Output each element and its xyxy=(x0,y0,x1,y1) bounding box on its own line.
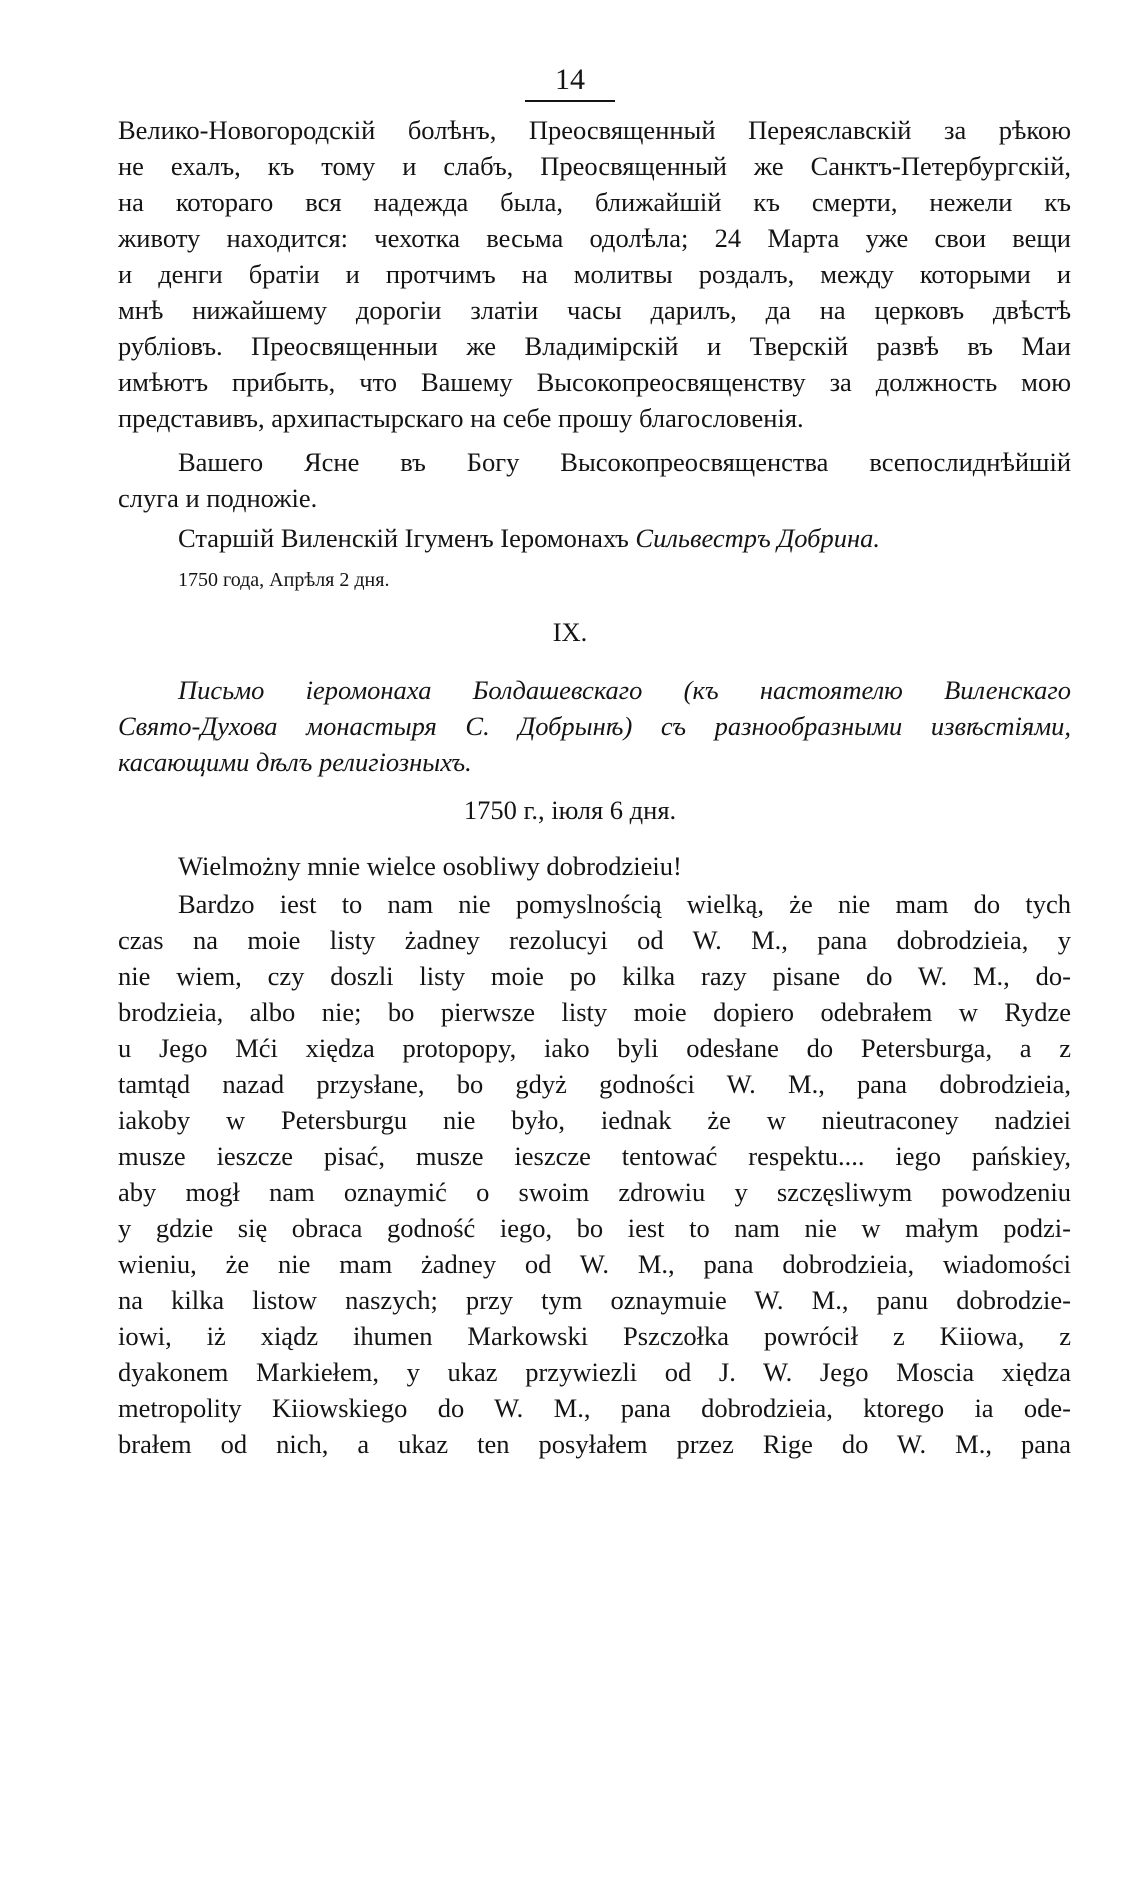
letter-one-line: имѣютъ прибыть, что Вашему Высокопреосвященству за должность мою xyxy=(118,367,1071,397)
letter-two-line: aby mogł nam oznaymić o swoim zdrowiu y szczęsliwym powodzeniu xyxy=(118,1177,1071,1207)
signature-title: Старшій Виленскій Ігуменъ Іеромонахъ xyxy=(178,523,629,553)
section-title-line: Письмо іеромонаха Болдашевскаго (къ настоятелю Виленскаго xyxy=(178,675,1071,705)
closing-line: слуга и подножіе. xyxy=(118,483,318,513)
letter-one-line: на котораго вся надежда была, ближайшій къ смерти, нежели къ xyxy=(118,187,1071,217)
section-number: IX. xyxy=(552,617,588,647)
letter-two-line: na kilka listow naszych; przy tym oznaymuie W. M., panu dobrodzie- xyxy=(118,1285,1071,1315)
letter-two-line: metropolity Kiiowskiego do W. M., pana dobrodzieia, ktorego ia ode- xyxy=(118,1393,1071,1423)
letter-one-line: представивъ, архипастырскаго на себе прошу благословенія. xyxy=(118,403,804,433)
signature xyxy=(178,518,1071,558)
letter-one-line: не ехалъ, къ тому и слабъ, Преосвященный же Санктъ-Петербургскій, xyxy=(118,151,1071,181)
letter-two-line: czas na moie listy żadney rezolucyi od W. M., pana dobrodzieia, y xyxy=(118,925,1071,955)
section-title-line: Свято-Духова монастыря С. Добрынѣ) съ разнообразными извѣстіями, xyxy=(118,711,1071,741)
letter-one-date: 1750 года, Апрѣля 2 дня. xyxy=(178,569,390,591)
letter-two-line: y gdzie się obraca godność iego, bo iest to nam nie w małym podzi- xyxy=(118,1213,1071,1243)
letter-two-line: nie wiem, czy doszli listy moie po kilka razy pisane do W. M., do- xyxy=(118,961,1071,991)
section-title-line: касающими дѣлъ религіозныхъ. xyxy=(118,747,472,777)
salutation: Wielmożny mnie wielce osobliwy dobrodzieiu! xyxy=(178,851,682,881)
letter-two-line: wieniu, że nie mam żadney od W. M., pana dobrodzieia, wiadomości xyxy=(118,1249,1071,1279)
letter-one-line: и денги братіи и протчимъ на молитвы роздалъ, между которыми и xyxy=(118,259,1071,289)
page-number-text: 14 xyxy=(525,62,615,102)
letter-two-line: u Jego Mći xiędza protopopy, iako byli odesłane do Petersburga, a z xyxy=(118,1033,1071,1063)
letter-two-line: Bardzo iest to nam nie pomyslnością wielką, że nie mam do tych xyxy=(178,889,1071,919)
letter-two-line: tamtąd nazad przysłane, bo gdyż godności W. M., pana dobrodzieia, xyxy=(118,1069,1071,1099)
section-date: 1750 г., іюля 6 дня. xyxy=(463,795,677,825)
page-number xyxy=(0,62,1140,102)
letter-two-line: musze ieszcze pisać, musze ieszcze tentować respektu.... iego pańskiey, xyxy=(118,1141,1071,1171)
letter-one-line: мнѣ нижайшему дорогіи златіи часы дарилъ, да на церковъ двѣстѣ xyxy=(118,295,1071,325)
letter-one-line: животу находится: чехотка весьма одолѣла; 24 Марта уже свои вещи xyxy=(118,223,1071,253)
letter-two-line: dyakonem Markiełem, y ukaz przywiezli od J. W. Jego Moscia xiędza xyxy=(118,1357,1071,1387)
closing-line: Вашего Ясне въ Богу Высокопреосвященства всепослиднѣйшій xyxy=(178,447,1071,477)
letter-two-line: brałem od nich, a ukaz ten posyłałem przez Rige do W. M., pana xyxy=(118,1429,1071,1459)
letter-one-line: рублiовъ. Преосвященныи же Владимірскій и Тверскій развѣ въ Маи xyxy=(118,331,1071,361)
letter-two-line: brodzieia, albo nie; bo pierwsze listy moie dopiero odebrałem w Rydze xyxy=(118,997,1071,1027)
letter-two-line: iakoby w Petersburgu nie było, iednak że w nieutraconey nadziei xyxy=(118,1105,1071,1135)
letter-two-line: iowi, iż xiądz ihumen Markowski Pszczołka powrócił z Kiiowa, z xyxy=(118,1321,1071,1351)
signature-name: Сильвестръ Добрина. xyxy=(635,523,881,553)
letter-one-line: Велико-Новогородскій болѣнъ, Преосвященный Переяславскій за рѣкою xyxy=(118,115,1071,145)
